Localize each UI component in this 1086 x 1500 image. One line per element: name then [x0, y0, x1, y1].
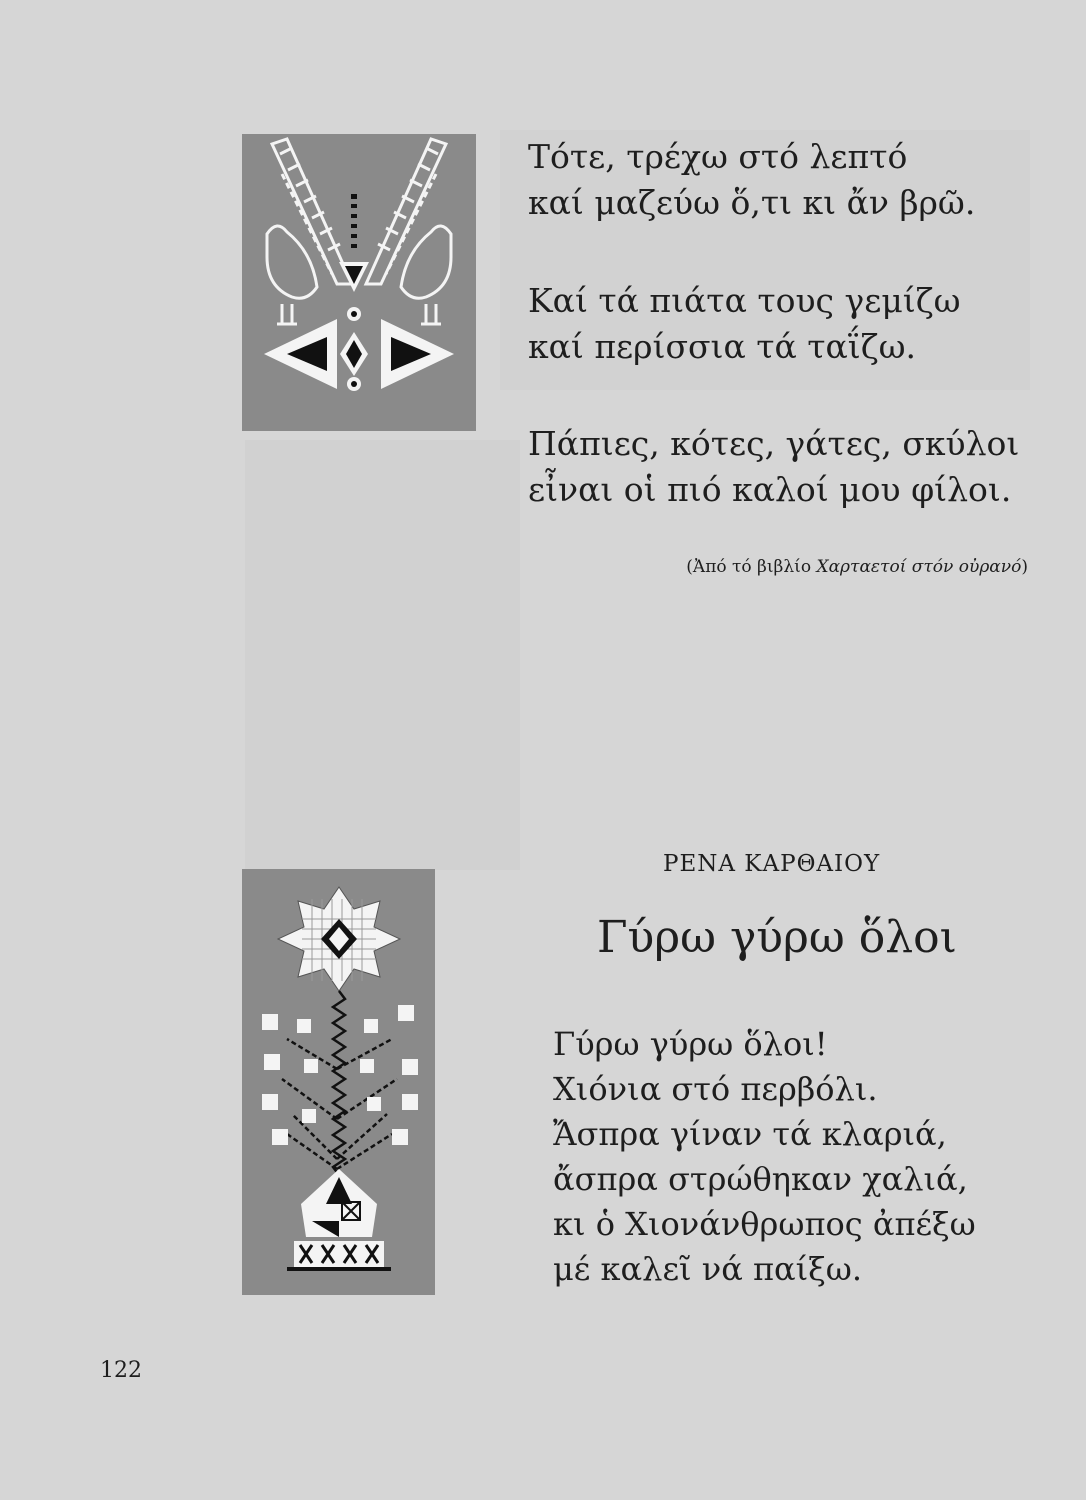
folk-birds-illustration	[242, 134, 476, 431]
poem-body	[553, 1022, 976, 1292]
poem-line: μέ καλεῖ νά παίξω.	[553, 1250, 863, 1288]
source-prefix: (Ἀπό τό βιβλίο	[686, 557, 817, 577]
source-book-title: Χαρταετοί στόν οὐρανό	[816, 557, 1022, 577]
poem-title: Γύρω γύρω ὅλοι	[597, 912, 957, 963]
stanza-line: Καί τά πιάτα τους γεμίζω	[528, 281, 961, 320]
poem-line: Ἄσπρα γίναν τά κλαριά,	[553, 1115, 947, 1153]
stanza-2	[528, 278, 961, 370]
stanza-line: καί μαζεύω ὅ,τι κι ἄν βρῶ.	[528, 183, 976, 222]
folk-flower-illustration	[242, 869, 435, 1295]
poem-line: Γύρω γύρω ὅλοι!	[553, 1025, 828, 1063]
stanza-1	[528, 134, 975, 226]
birds-leaves-art	[242, 134, 476, 431]
source-citation	[686, 557, 1028, 577]
author-name: ΡΕΝΑ ΚΑΡΘΑΙΟΥ	[663, 851, 881, 877]
stanza-line: καί περίσσια τά ταΐζω.	[528, 327, 917, 366]
source-suffix: )	[1021, 557, 1028, 577]
poem-line: κι ὁ Χιονάνθρωπος ἀπέξω	[553, 1205, 976, 1243]
stanza-line: Τότε, τρέχω στό λεπτό	[528, 137, 908, 176]
show-through-ghost	[245, 440, 520, 870]
poem-line: ἄσπρα στρώθηκαν χαλιά,	[553, 1160, 968, 1198]
stanza-line: εἶναι οἱ πιό καλοί μου φίλοι.	[528, 470, 1012, 509]
stanza-line: Πάπιες, κότες, γάτες, σκύλοι	[528, 424, 1020, 463]
flower-vase-art	[242, 869, 435, 1295]
stanza-3	[528, 421, 1019, 513]
poem-line: Χιόνια στό περβόλι.	[553, 1070, 878, 1108]
page-number: 122	[100, 1358, 142, 1383]
